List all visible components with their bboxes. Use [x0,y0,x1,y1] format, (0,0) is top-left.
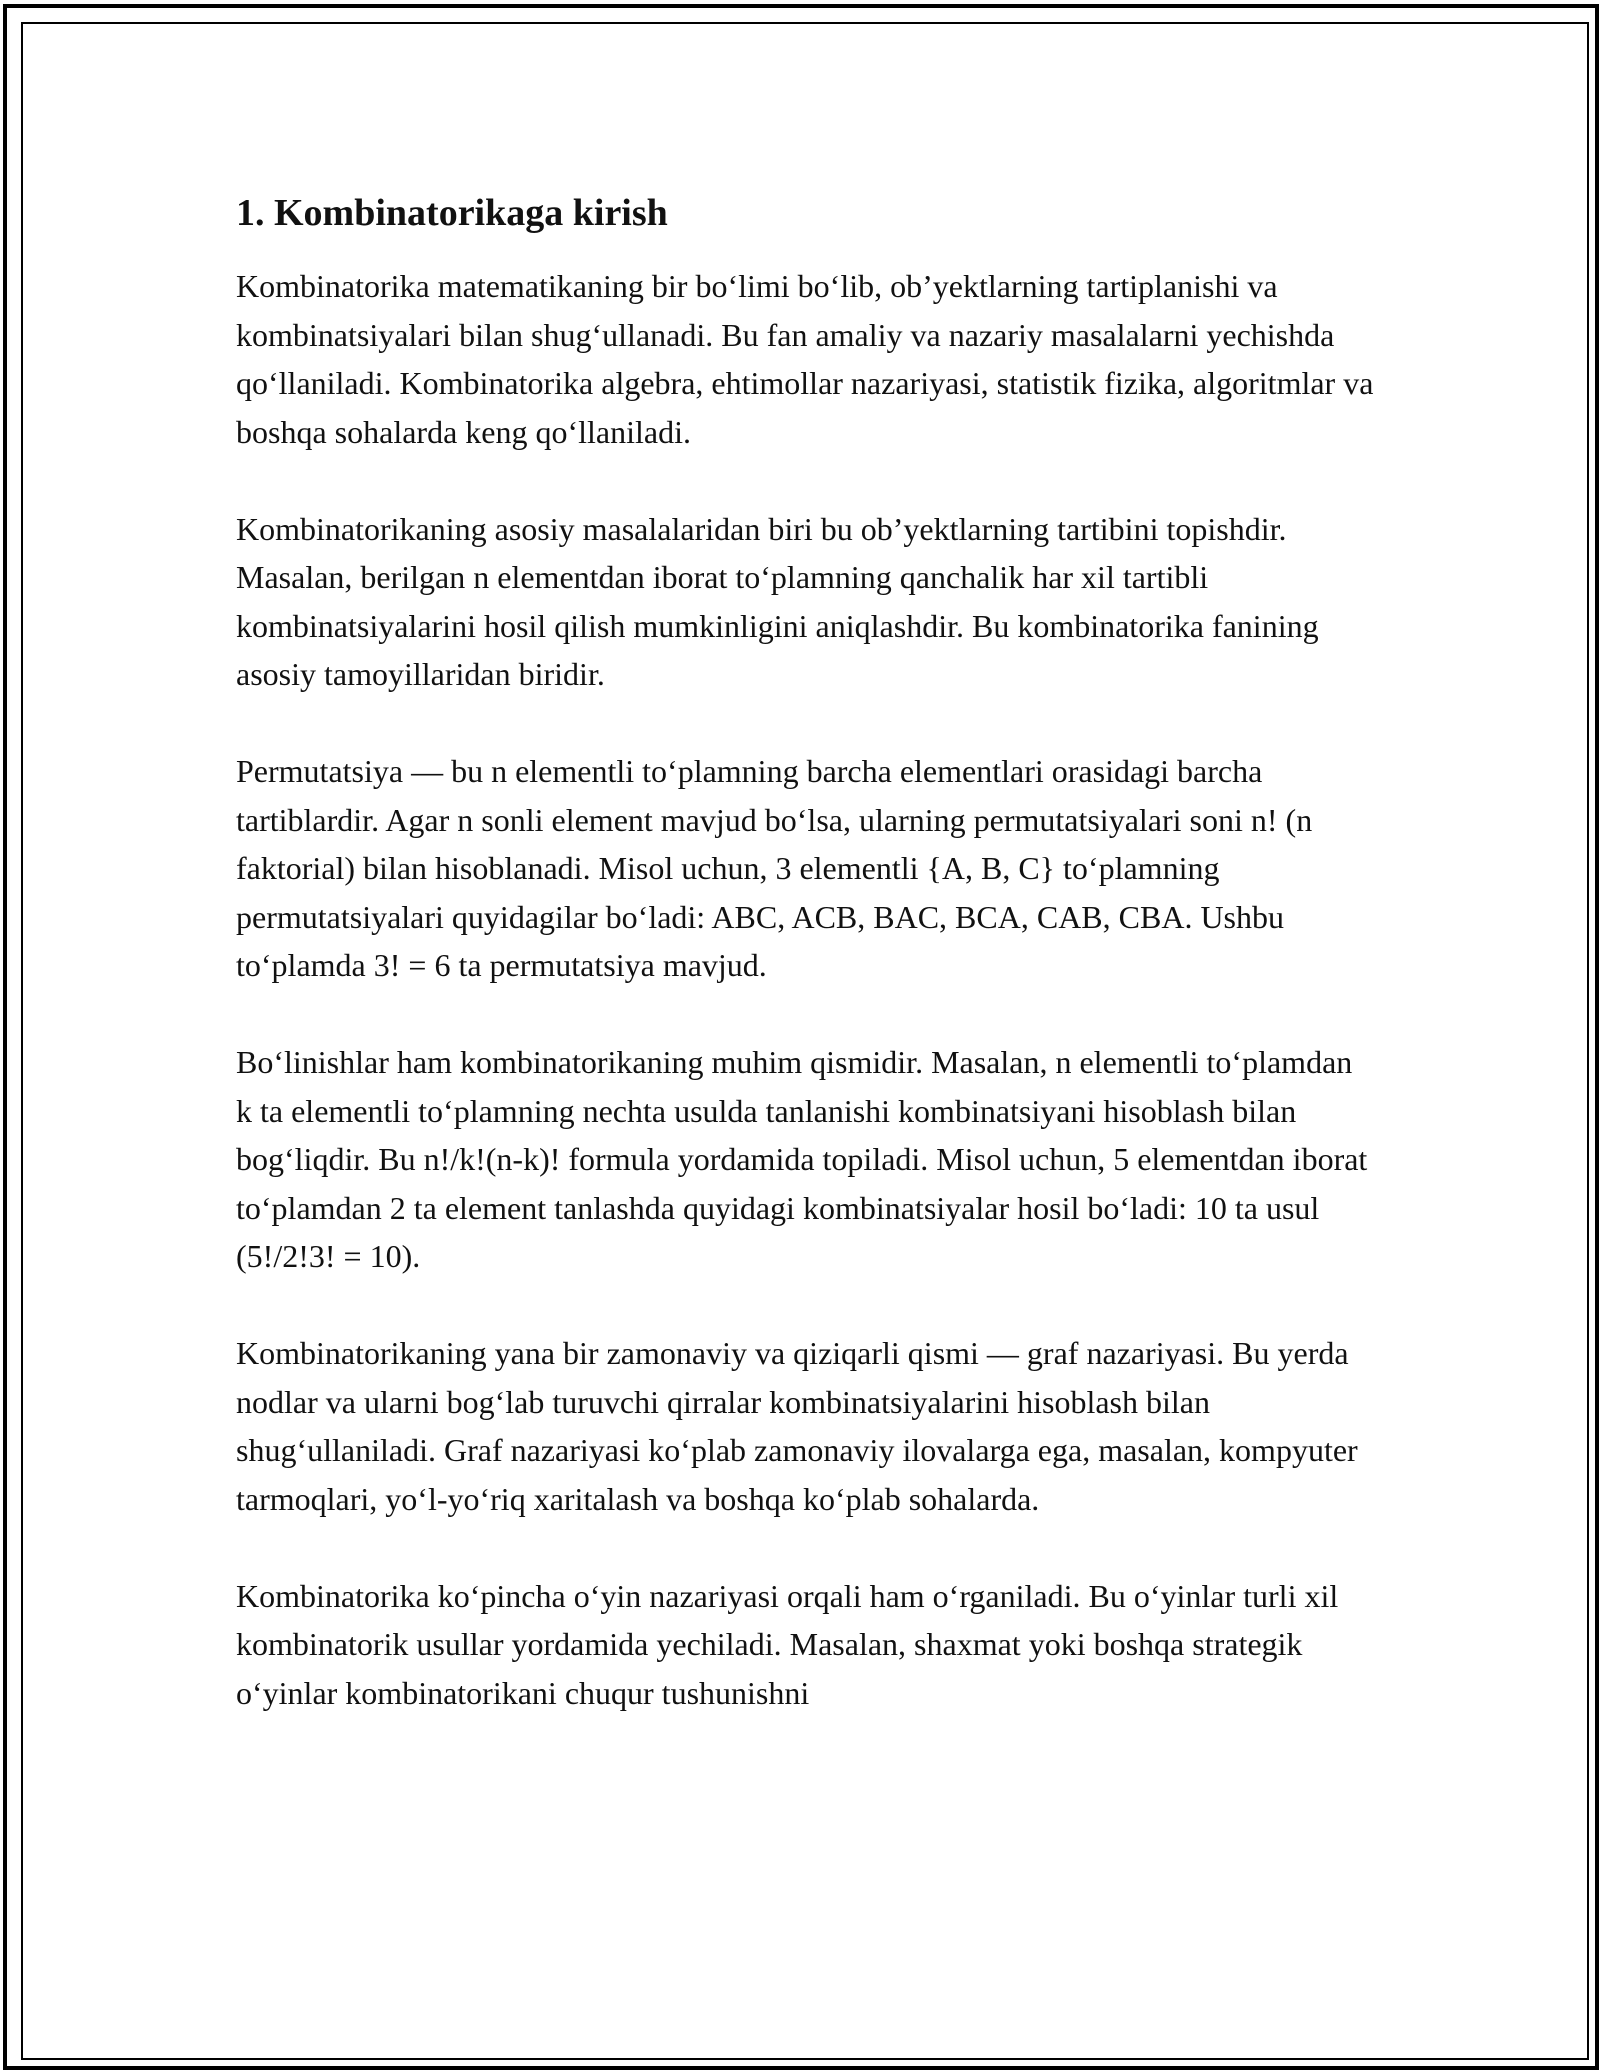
paragraph-game-theory: Kombinatorika ko‘pincha o‘yin nazariyasi orqali ham o‘rganiladi. Bu o‘yinlar turli xil kombinatorik usullar yordamida yechiladi. Masalan, shaxmat yoki boshqa strategik o‘yinlar kombinatorikani chuqur tushunishni [236,1577,1339,1711]
paragraph-ordering: Kombinatorikaning asosiy masalalaridan biri bu ob’yektlarning tartibini topishdir. Masalan, berilgan n elementdan iborat to‘plamning qanchalik har xil tartibli kombinatsiyalarini hosil qilish mumkinligini aniqlashdir. Bu kombinatorika fanining asosiy tamoyillaridan biridir. [236,510,1319,692]
section-heading: 1. Kombinatorikaga kirish [236,192,668,234]
paragraph-permutation: Permutatsiya — bu n elementli to‘plamning barcha elementlari orasidagi barcha tartiblardir. Agar n sonli element mavjud bo‘lsa, ularning permutatsiyalari soni n! (n faktorial) bilan hisoblanadi. Misol uchun, 3 elementli {A, B, C} to‘plamning permutatsiyalari quyidagilar bo‘ladi: ABC, ACB, BAC, BCA, CAB, CBA. Ushbu to‘plamda 3! = 6 ta permutatsiya mavjud. [236,753,1313,983]
paragraph-combinations: Bo‘linishlar ham kombinatorikaning muhim qismidir. Masalan, n elementli to‘plamdan k ta elementli to‘plamning nechta usulda tanlanishi kombinatsiyani hisoblash bilan bog‘liqdir. Bu n!/k!(n-k)! formula yordamida topiladi. Misol uchun, 5 elementdan iborat to‘plamdan 2 ta element tanlashda quyidagi kombinatsiyalar hosil bo‘ladi: 10 ta usul (5!/2!3! = 10). [236,1044,1368,1274]
document-body [236,186,1376,1717]
paragraph-intro: Kombinatorika matematikaning bir bo‘limi bo‘lib, ob’yektlarning tartiplanishi va kombinatsiyalari bilan shug‘ullanadi. Bu fan amaliy va nazariy masalalarni yechishda qo‘llaniladi. Kombinatorika algebra, ehtimollar nazariyasi, statistik fizika, algoritmlar va boshqa sohalarda keng qo‘llaniladi. [236,268,1374,450]
paragraph-graph-theory: Kombinatorikaning yana bir zamonaviy va qiziqarli qismi — graf nazariyasi. Bu yerda nodlar va ularni bog‘lab turuvchi qirralar kombinatsiyalarini hisoblash bilan shug‘ullaniladi. Graf nazariyasi ko‘plab zamonaviy ilovalarga ega, masalan, kompyuter tarmoqlari, yo‘l-yo‘riq xaritalash va boshqa ko‘plab sohalarda. [236,1335,1358,1517]
